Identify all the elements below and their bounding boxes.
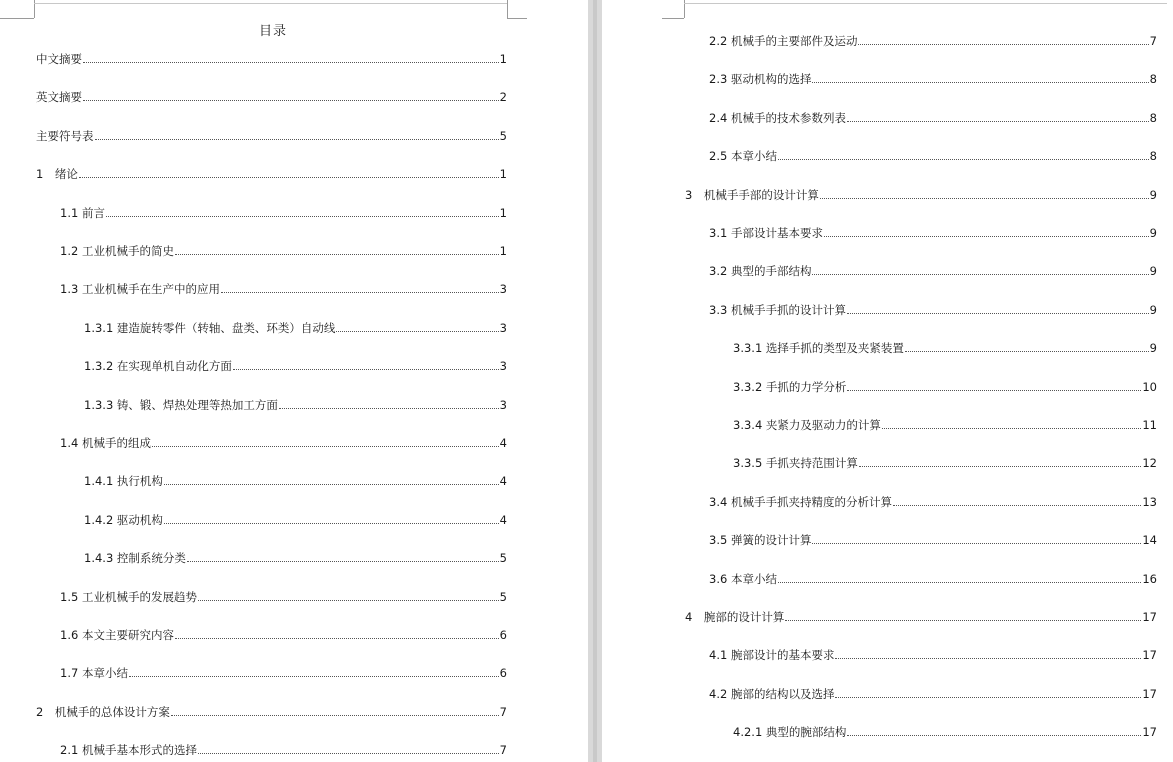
top-right-crop-mark-h: [507, 18, 527, 19]
toc-entry[interactable]: [709, 493, 1157, 509]
toc-entry-page-number: 9: [1149, 226, 1157, 240]
toc-entry-label: 4.2.1 典型的腕部结构: [733, 725, 847, 740]
toc-entry[interactable]: [733, 723, 1157, 739]
toc-entry-page-number: 9: [1149, 264, 1157, 279]
toc-dot-leader: [83, 100, 499, 101]
toc-entry[interactable]: [733, 416, 1157, 432]
toc-entry-page-number: 9: [1149, 302, 1157, 317]
toc-dot-leader: [858, 44, 1148, 45]
header-rule: [34, 3, 507, 4]
toc-entry-page-number: 4: [499, 474, 507, 489]
toc-entry[interactable]: [60, 626, 507, 642]
top-left-crop-mark-h: [662, 18, 684, 19]
toc-entry[interactable]: [84, 319, 507, 335]
toc-entry[interactable]: [685, 186, 1157, 202]
toc-entry[interactable]: [709, 685, 1157, 701]
toc-dot-leader: [79, 177, 499, 178]
toc-entry-label: 1.3.2 在实现单机自动化方面: [84, 359, 232, 374]
toc-dot-leader: [847, 390, 1141, 391]
toc-entry[interactable]: [733, 454, 1157, 470]
toc-entry[interactable]: [60, 741, 507, 757]
toc-dot-leader: [175, 638, 499, 639]
toc-entry-page-number: 12: [1142, 456, 1157, 471]
toc-entry[interactable]: [709, 646, 1157, 662]
toc-entry[interactable]: [709, 70, 1157, 86]
toc-entry-page-number: 7: [499, 704, 507, 719]
toc-entry-label: 2.3 驱动机构的选择: [709, 72, 812, 87]
toc-entry-page-number: 14: [1142, 533, 1157, 548]
toc-dot-leader: [847, 313, 1149, 314]
toc-dot-leader: [835, 697, 1141, 698]
toc-entry-page-number: 17: [1142, 648, 1157, 663]
toc-entry-label: 2.5 本章小结: [709, 149, 777, 164]
toc-entry-label: 1.4.2 驱动机构: [84, 512, 163, 527]
toc-entry-page-number: 9: [1149, 341, 1157, 356]
toc-entry[interactable]: [709, 109, 1157, 125]
toc-entry[interactable]: [84, 396, 507, 412]
toc-entry[interactable]: [60, 588, 507, 604]
toc-entry-label: 中文摘要: [36, 52, 82, 66]
toc-entry-label: 3.3.5 手抓夹持范围计算: [733, 456, 858, 471]
toc-dot-leader: [785, 620, 1141, 621]
toc-dot-leader: [859, 466, 1141, 467]
toc-entry-label: 1.1 前言: [60, 205, 105, 220]
toc-entry[interactable]: [84, 357, 507, 373]
toc-entry[interactable]: [36, 50, 507, 66]
toc-entry-page-number: 10: [1142, 379, 1157, 394]
toc-entry[interactable]: [36, 703, 507, 719]
toc-entry[interactable]: [36, 127, 507, 143]
toc-entry-label: 3.3 机械手手抓的设计计算: [709, 302, 846, 317]
toc-entry-label: 1.6 本文主要研究内容: [60, 628, 174, 642]
toc-entry[interactable]: [709, 224, 1157, 240]
toc-entry[interactable]: [36, 165, 507, 181]
toc-entry-label: 英文摘要: [36, 90, 82, 105]
toc-entry-page-number: 1: [499, 205, 507, 220]
toc-entry-page-number: 4: [499, 436, 507, 450]
toc-entry-label: 1.2 工业机械手的简史: [60, 244, 174, 258]
toc-entry-label: 2.2 机械手的主要部件及运动: [709, 34, 858, 48]
toc-entry-label: 3.3.1 选择手抓的类型及夹紧装置: [733, 341, 904, 356]
toc-dot-leader: [152, 446, 499, 447]
toc-entry-label: 3.5 弹簧的设计计算: [709, 533, 812, 548]
toc-entry-page-number: 17: [1142, 610, 1157, 624]
toc-dot-leader: [847, 735, 1141, 736]
toc-dot-leader: [164, 484, 499, 485]
toc-entry-page-number: 6: [499, 666, 507, 681]
toc-entry-page-number: 7: [1149, 34, 1157, 48]
toc-dot-leader: [187, 561, 499, 562]
toc-entry-page-number: 16: [1142, 571, 1157, 586]
toc-entry-page-number: 3: [499, 397, 507, 412]
toc-entry-label: 1.4.3 控制系统分类: [84, 551, 186, 566]
toc-dot-leader: [221, 292, 499, 293]
toc-entry-page-number: 6: [499, 628, 507, 642]
toc-entry-label: 1.7 本章小结: [60, 666, 128, 681]
toc-entry-page-number: 5: [499, 551, 507, 566]
toc-dot-leader: [198, 753, 499, 754]
toc-entry-page-number: 11: [1142, 418, 1157, 432]
toc-entry-label: 3.2 典型的手部结构: [709, 264, 812, 279]
toc-dot-leader: [820, 198, 1149, 199]
toc-entry[interactable]: [60, 280, 507, 296]
toc-dot-leader: [233, 369, 499, 370]
toc-entry-page-number: 7: [499, 743, 507, 758]
toc-entry-page-number: 9: [1149, 187, 1157, 202]
toc-entry-label: 3.3.2 手抓的力学分析: [733, 379, 847, 394]
toc-entry[interactable]: [60, 434, 507, 450]
toc-dot-leader: [106, 216, 499, 217]
toc-entry-page-number: 13: [1142, 494, 1157, 509]
toc-entry-page-number: 17: [1142, 686, 1157, 701]
toc-dot-leader: [83, 62, 499, 63]
toc-entry-label: 2.4 机械手的技术参数列表: [709, 110, 846, 125]
right-document-page: [602, 0, 1173, 762]
toc-entry-label: 3 机械手手部的设计计算: [685, 187, 819, 202]
toc-entry-label: 1.4.1 执行机构: [84, 474, 163, 489]
toc-dot-leader: [198, 600, 499, 601]
toc-entry[interactable]: [709, 301, 1157, 317]
toc-entry[interactable]: [709, 32, 1157, 48]
top-left-crop-mark-h: [0, 18, 34, 19]
toc-entry-page-number: 17: [1142, 725, 1157, 740]
toc-entry[interactable]: [709, 570, 1157, 586]
toc-entry-page-number: 3: [499, 282, 507, 297]
toc-entry[interactable]: [709, 147, 1157, 163]
toc-entry[interactable]: [685, 608, 1157, 624]
toc-dot-leader: [778, 159, 1149, 160]
toc-entry[interactable]: [60, 664, 507, 680]
toc-dot-leader: [129, 676, 499, 677]
toc-dot-leader: [812, 543, 1141, 544]
toc-dot-leader: [778, 582, 1141, 583]
toc-entry-label: 1.3.1 建造旋转零件（转轴、盘类、环类）自动线: [84, 320, 336, 335]
toc-entry[interactable]: [733, 339, 1157, 355]
toc-entry-label: 3.6 本章小结: [709, 571, 777, 586]
toc-entry[interactable]: [84, 511, 507, 527]
toc-entry-label: 3.4 机械手手抓夹持精度的分析计算: [709, 494, 892, 509]
toc-entry-page-number: 2: [499, 90, 507, 105]
toc-entry-label: 1.3.3 铸、锻、焊热处理等热加工方面: [84, 397, 278, 412]
toc-entry-label: 1 绪论: [36, 167, 78, 182]
toc-dot-leader: [893, 505, 1141, 506]
toc-entry[interactable]: [60, 204, 507, 220]
toc-entry-page-number: 5: [499, 128, 507, 143]
toc-entry-label: 3.3.4 夹紧力及驱动力的计算: [733, 418, 881, 432]
toc-entry-label: 2.1 机械手基本形式的选择: [60, 743, 197, 758]
toc-dot-leader: [95, 139, 499, 140]
toc-entry-page-number: 8: [1149, 149, 1157, 164]
toc-entry[interactable]: [709, 262, 1157, 278]
toc-entry[interactable]: [36, 88, 507, 104]
top-right-crop-mark: [507, 0, 508, 18]
toc-entry-page-number: 4: [499, 512, 507, 527]
header-rule: [684, 3, 1167, 4]
toc-entry[interactable]: [60, 242, 507, 258]
toc-entry-page-number: 3: [499, 359, 507, 374]
toc-entry-page-number: 1: [499, 167, 507, 182]
toc-entry-label: 1.4 机械手的组成: [60, 436, 151, 450]
toc-dot-leader: [882, 428, 1141, 429]
toc-dot-leader: [812, 274, 1148, 275]
toc-entry-page-number: 8: [1149, 110, 1157, 125]
toc-entry[interactable]: [709, 531, 1157, 547]
toc-entry-label: 3.1 手部设计基本要求: [709, 226, 823, 240]
toc-entry-label: 1.5 工业机械手的发展趋势: [60, 589, 197, 604]
toc-dot-leader: [835, 658, 1141, 659]
toc-dot-leader: [847, 121, 1149, 122]
toc-dot-leader: [279, 408, 499, 409]
toc-entry[interactable]: [84, 472, 507, 488]
toc-entry[interactable]: [84, 549, 507, 565]
toc-dot-leader: [164, 523, 499, 524]
toc-title: 目录: [259, 24, 288, 39]
toc-dot-leader: [175, 254, 499, 255]
toc-dot-leader: [905, 351, 1149, 352]
page-gap-shadow: [593, 0, 597, 762]
toc-entry-label: 2 机械手的总体设计方案: [36, 704, 170, 719]
toc-entry-page-number: 1: [499, 244, 507, 258]
toc-entry-label: 4.1 腕部设计的基本要求: [709, 648, 835, 663]
toc-dot-leader: [336, 331, 498, 332]
toc-entry-page-number: 8: [1149, 72, 1157, 87]
toc-entry-label: 主要符号表: [36, 128, 94, 143]
toc-entry-label: 4.2 腕部的结构以及选择: [709, 686, 835, 701]
toc-entry[interactable]: [733, 378, 1157, 394]
toc-dot-leader: [812, 82, 1148, 83]
toc-entry-page-number: 1: [499, 52, 507, 66]
toc-entry-label: 1.3 工业机械手在生产中的应用: [60, 282, 220, 297]
toc-entry-page-number: 3: [499, 320, 507, 335]
toc-dot-leader: [824, 236, 1149, 237]
toc-dot-leader: [171, 715, 499, 716]
toc-entry-page-number: 5: [499, 589, 507, 604]
toc-entry-label: 4 腕部的设计计算: [685, 610, 785, 624]
